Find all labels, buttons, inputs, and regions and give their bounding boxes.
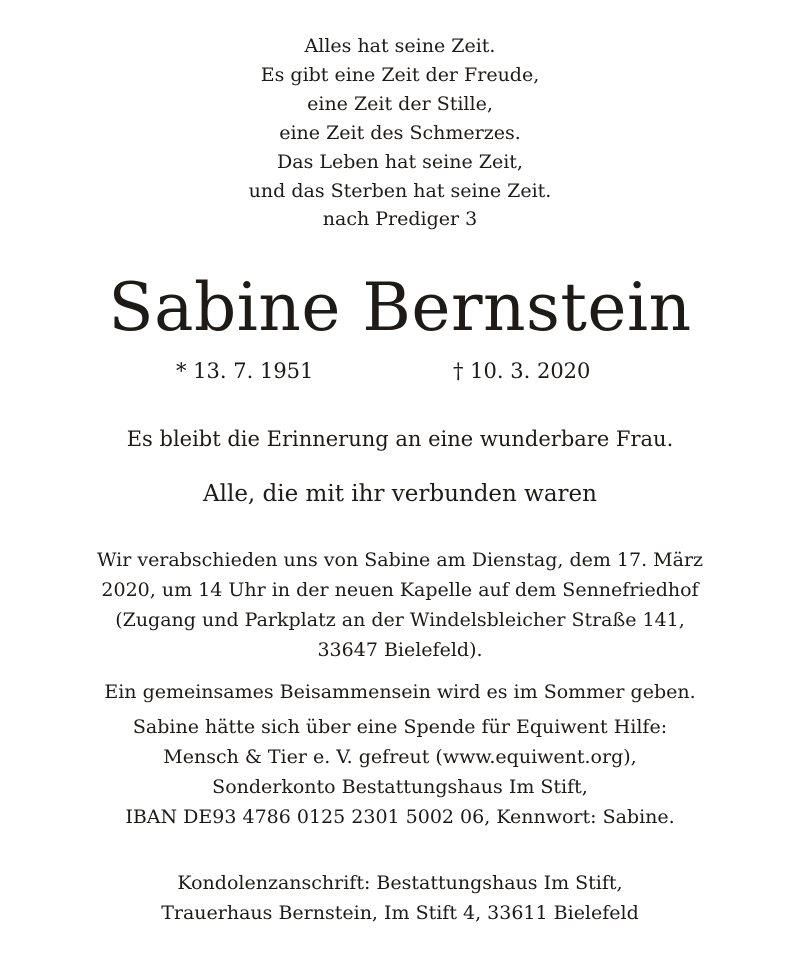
- farewell-line: 33647 Bielefeld).: [317, 639, 483, 661]
- memory-statement: Es bleibt die Erinnerung an eine wunderbare Frau.: [126, 427, 674, 451]
- farewell-line: 2020, um 14 Uhr in der neuen Kapelle auf dem Sennefriedhof: [101, 579, 699, 601]
- poem: [0, 32, 800, 206]
- condolence-line: Trauerhaus Bernstein, Im Stift 4, 33611 Bielefeld: [161, 902, 639, 924]
- donation-line: Sonderkonto Bestattungshaus Im Stift,: [212, 776, 588, 798]
- donation-info: [0, 712, 800, 832]
- donation-line: IBAN DE93 4786 0125 2301 5002 06, Kennwort: Sabine.: [125, 806, 675, 828]
- death-date: † 10. 3. 2020: [453, 359, 591, 383]
- donation-line: Sabine hätte sich über eine Spende für Equiwent Hilfe:: [132, 716, 668, 738]
- life-dates: [0, 356, 800, 386]
- poem-line: Das Leben hat seine Zeit,: [277, 151, 523, 173]
- farewell-line: (Zugang und Parkplatz an der Windelsbleicher Straße 141,: [115, 609, 685, 631]
- poem-line: Es gibt eine Zeit der Freude,: [260, 64, 540, 86]
- condolence-address: [0, 868, 800, 928]
- signers: Alle, die mit ihr verbunden waren: [203, 481, 597, 507]
- deceased-name: Sabine Bernstein: [108, 269, 692, 346]
- donation-line: Mensch & Tier e. V. gefreut (www.equiwent.org),: [163, 746, 637, 768]
- poem-line: und das Sterben hat seine Zeit.: [248, 180, 552, 202]
- farewell-details: [0, 545, 800, 665]
- birth-date: * 13. 7. 1951: [176, 359, 314, 383]
- poem-line: Alles hat seine Zeit.: [304, 35, 496, 57]
- poem-source: nach Prediger 3: [322, 208, 478, 230]
- farewell-line: Wir verabschieden uns von Sabine am Dienstag, dem 17. März: [96, 549, 704, 571]
- poem-line: eine Zeit der Stille,: [307, 93, 493, 115]
- poem-line: eine Zeit des Schmerzes.: [279, 122, 521, 144]
- gathering-note: Ein gemeinsames Beisammensein wird es im Sommer geben.: [104, 681, 696, 703]
- condolence-line: Kondolenzanschrift: Bestattungshaus Im Stift,: [177, 872, 623, 894]
